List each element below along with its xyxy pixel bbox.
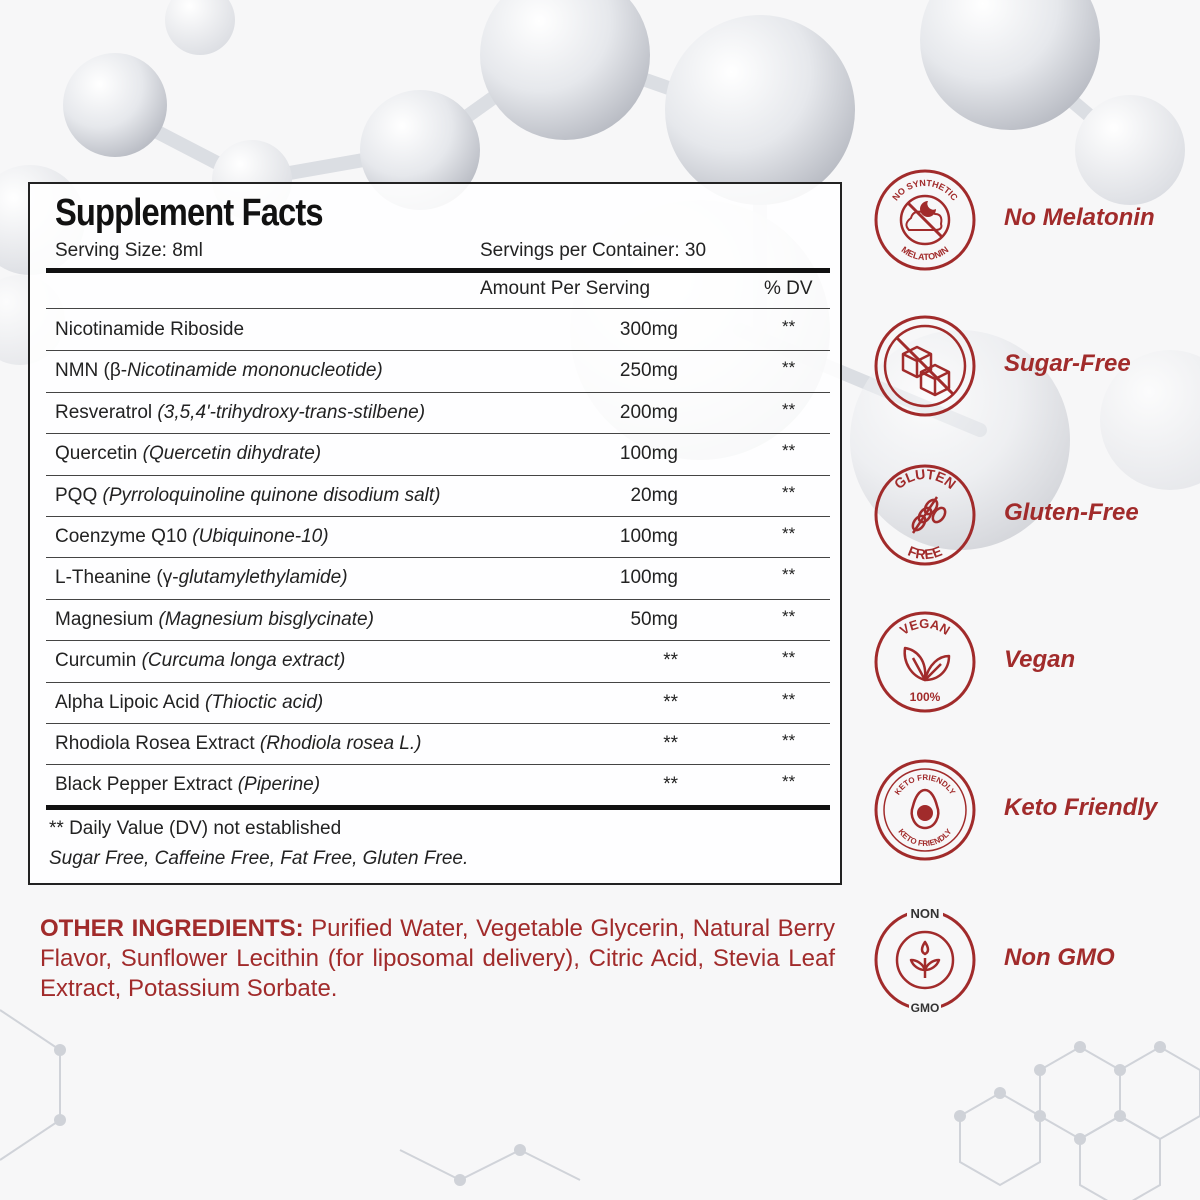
table-row (46, 434, 830, 475)
ingredient-amount: 100mg (619, 443, 678, 465)
ingredient-name: NMN (β-Nicotinamide mononucleotide) (55, 360, 383, 382)
badge-vegan (873, 610, 1173, 714)
ingredient-dv: ** (782, 358, 796, 378)
ingredient-name: Coenzyme Q10 (Ubiquinone-10) (55, 525, 329, 547)
table-row (46, 683, 830, 724)
badge-gluten-free (873, 463, 1173, 567)
ingredient-name: Resveratrol (3,5,4'-trihydroxy-trans-stilbene) (55, 401, 426, 423)
table-row (46, 558, 830, 599)
ingredient-name: L-Theanine (γ-glutamylethylamide) (55, 567, 348, 589)
dv-footnote: ** Daily Value (DV) not established (49, 818, 342, 839)
svg-text:NO SYNTHETIC: NO SYNTHETIC (890, 177, 960, 203)
ingredient-name: Alpha Lipoic Acid (Thioctic acid) (55, 691, 324, 713)
other-ingredients-label: OTHER INGREDIENTS: (40, 915, 304, 942)
svg-text:100%: 100% (909, 690, 941, 704)
table-row (46, 351, 830, 392)
gluten-free-icon (873, 463, 977, 567)
ingredient-dv: ** (782, 606, 796, 626)
table-row (46, 476, 830, 517)
ingredient-dv: ** (782, 317, 796, 336)
ingredient-amount: 200mg (619, 401, 678, 423)
table-row (46, 600, 830, 641)
ingredient-name: Rhodiola Rosea Extract (Rhodiola rosea L.) (55, 732, 422, 754)
ingredient-dv: ** (782, 399, 796, 419)
table-row (46, 310, 830, 351)
badge-label: Sugar-Free (1004, 350, 1131, 377)
ingredient-name: Black Pepper Extract (Piperine) (55, 774, 321, 796)
ingredient-amount: ** (663, 691, 678, 713)
vegan-icon (873, 610, 977, 714)
other-ingredients-text: Purified Water, Vegetable Glycerin, Natural Berry Flavor, Sunflower Lecithin (for liposomal delivery), Citric Acid, Stevia Leaf Extract, Potassium Sorbate. (40, 915, 835, 1002)
badge-label: Vegan (1004, 646, 1076, 673)
svg-text:GMO: GMO (910, 1001, 940, 1012)
divider-thick-top (46, 268, 830, 273)
badge-label: No Melatonin (1004, 204, 1155, 231)
svg-text:FREE: FREE (905, 542, 945, 563)
panel-title: Supplement Facts (55, 192, 323, 234)
svg-text:MELATONIN: MELATONIN (899, 244, 951, 263)
ingredient-name: Quercetin (Quercetin dihydrate) (55, 443, 322, 465)
svg-text:NON: NON (910, 908, 940, 921)
servings-per-container: Servings per Container: 30 (480, 240, 707, 261)
ingredient-amount: ** (663, 732, 678, 754)
ingredient-amount: 50mg (630, 608, 678, 630)
supplement-facts-panel (28, 182, 842, 885)
ingredient-name: PQQ (Pyrroloquinoline quinone disodium salt) (55, 484, 441, 506)
badge-no-melatonin (873, 168, 1173, 272)
table-row (46, 641, 830, 682)
header-percent-dv: % DV (764, 278, 813, 299)
ingredient-name: Magnesium (Magnesium bisglycinate) (55, 608, 374, 630)
svg-text:KETO FRIENDLY: KETO FRIENDLY (896, 827, 954, 849)
no-melatonin-icon (873, 168, 977, 272)
ingredient-dv: ** (782, 772, 796, 792)
badge-sugar-free (873, 314, 1173, 418)
ingredient-dv: ** (782, 565, 796, 585)
ingredient-amount: ** (663, 650, 678, 672)
badge-label: Gluten-Free (1004, 499, 1139, 526)
ingredient-amount: 100mg (619, 567, 678, 589)
table-row (46, 517, 830, 558)
svg-text:GLUTEN: GLUTEN (891, 465, 960, 493)
ingredient-amount: 250mg (619, 360, 678, 382)
facts-table (46, 310, 830, 807)
badge-label: Non GMO (1004, 944, 1115, 971)
table-row (46, 393, 830, 434)
table-row (46, 765, 830, 806)
ingredient-name: Nicotinamide Riboside (55, 319, 245, 340)
header-amount-per-serving: Amount Per Serving (480, 278, 651, 299)
badge-label: Keto Friendly (1004, 794, 1158, 821)
non-gmo-icon (873, 908, 977, 1012)
ingredient-amount: ** (663, 774, 678, 796)
ingredient-amount: 100mg (619, 525, 678, 547)
other-ingredients (40, 914, 835, 1004)
badge-non-gmo (873, 908, 1173, 1012)
serving-size: Serving Size: 8ml (55, 240, 203, 261)
divider-thick-bottom (46, 805, 830, 810)
badge-keto-friendly (873, 758, 1173, 862)
ingredient-dv: ** (782, 689, 796, 709)
ingredient-amount: 20mg (630, 484, 678, 506)
free-claims: Sugar Free, Caffeine Free, Fat Free, Gluten Free. (49, 848, 469, 869)
svg-text:KETO FRIENDLY: KETO FRIENDLY (892, 772, 958, 797)
ingredient-amount: 300mg (619, 319, 678, 340)
table-row (46, 724, 830, 765)
ingredient-dv: ** (782, 648, 796, 668)
ingredient-name: Curcumin (Curcuma longa extract) (55, 650, 346, 672)
svg-text:VEGAN: VEGAN (897, 615, 953, 638)
sugar-free-icon (873, 314, 977, 418)
ingredient-dv: ** (782, 482, 796, 502)
keto-friendly-icon (873, 758, 977, 862)
divider-header (46, 308, 830, 309)
ingredient-dv: ** (782, 523, 796, 543)
ingredient-dv: ** (782, 730, 796, 750)
ingredient-dv: ** (782, 441, 796, 461)
